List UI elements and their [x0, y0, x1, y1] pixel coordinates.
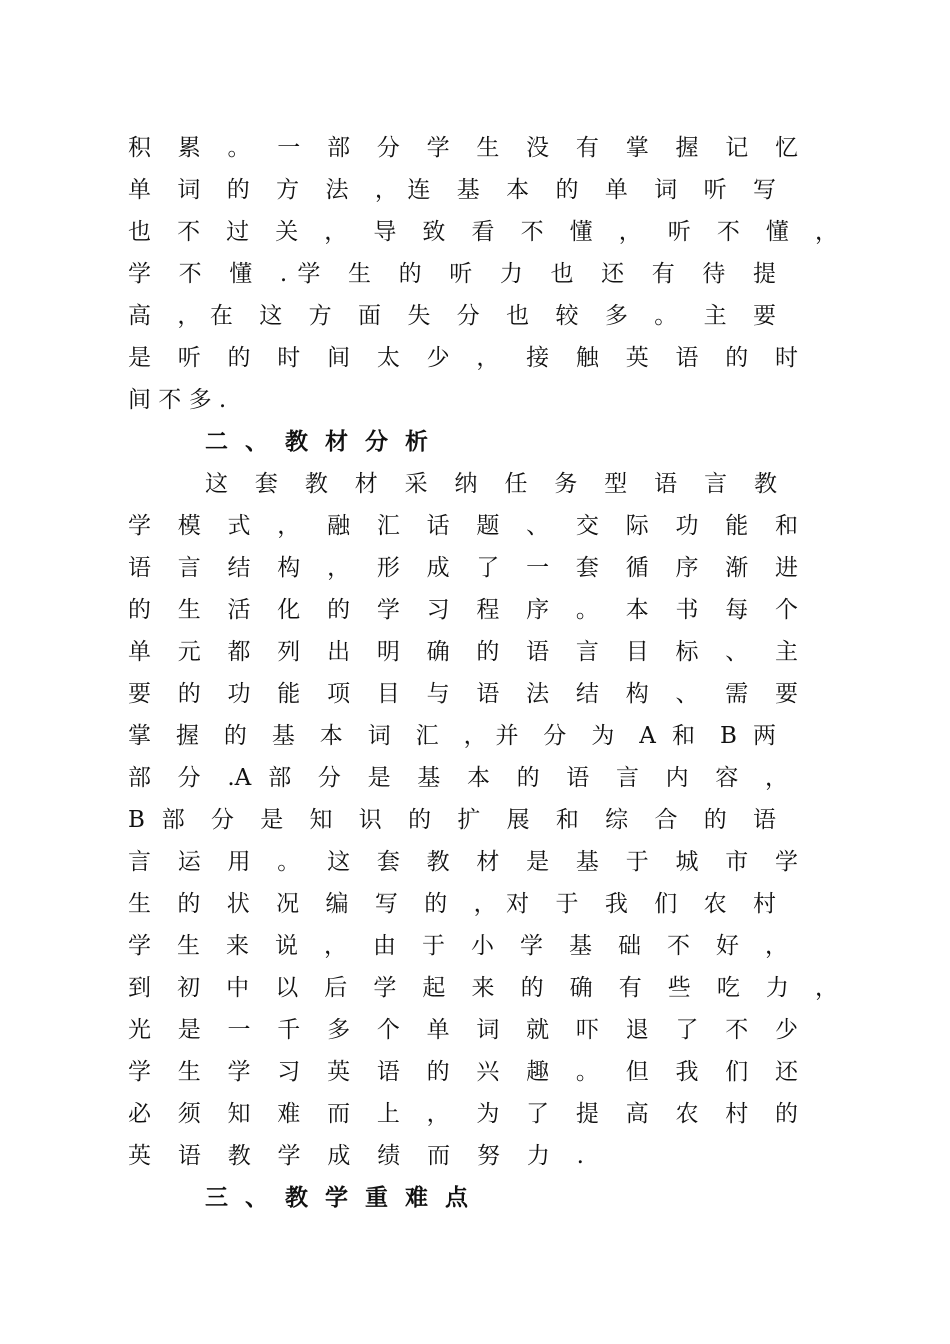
- text-line: 积 累 。 一 部 分 学 生 没 有 掌 握 记 忆: [128, 135, 798, 161]
- text-line: 高 ，在 这 方 面 失 分 也 较 多 。 主 要: [128, 303, 776, 329]
- text-line: 到 初 中 以 后 学 起 来 的 确 有 些 吃 力 ，: [128, 975, 838, 1001]
- text-line: 学 不 懂 .学 生 的 听 力 也 还 有 待 提: [128, 261, 776, 287]
- text-line: 学 生 学 习 英 语 的 兴 趣 。 但 我 们 还: [128, 1059, 798, 1085]
- text-line: 光 是 一 千 多 个 单 词 就 吓 退 了 不 少: [128, 1017, 798, 1043]
- text-line: 语 言 结 构 ， 形 成 了 一 套 循 序 渐 进: [128, 555, 798, 581]
- text-line: 间 不 多 .: [128, 387, 227, 413]
- text-line: 言 运 用 。 这 套 教 材 是 基 于 城 市 学: [128, 849, 798, 875]
- section-heading: 二、教材分析: [205, 428, 445, 455]
- text-line: 这 套 教 材 采 纳 任 务 型 语 言 教: [205, 471, 777, 497]
- text-line: 学 模 式 ， 融 汇 话 题 、 交 际 功 能 和: [128, 513, 798, 539]
- text-line: 部 分 .A 部 分 是 基 本 的 语 言 内 容 ，: [128, 765, 788, 791]
- text-line: 必 须 知 难 而 上 ， 为 了 提 高 农 村 的: [128, 1101, 798, 1127]
- text-line: 生 的 状 况 编 写 的 ，对 于 我 们 农 村: [128, 891, 776, 917]
- text-line: 的 生 活 化 的 学 习 程 序 。 本 书 每 个: [128, 597, 798, 623]
- text-line: 单 元 都 列 出 明 确 的 语 言 目 标 、 主: [128, 639, 798, 665]
- text-line: 是 听 的 时 间 太 少 ， 接 触 英 语 的 时: [128, 345, 798, 371]
- text-line: 单 词 的 方 法 ，连 基 本 的 单 词 听 写: [128, 177, 776, 203]
- section-heading: 三、教学重难点: [205, 1184, 485, 1211]
- text-line: B 部 分 是 知 识 的 扩 展 和 综 合 的 语: [128, 807, 776, 833]
- text-line: 学 生 来 说 ， 由 于 小 学 基 础 不 好 ，: [128, 933, 788, 959]
- text-line: 掌 握 的 基 本 词 汇 ，并 分 为 A 和 B 两: [128, 723, 776, 749]
- text-line: 也 不 过 关 ， 导 致 看 不 懂 ， 听 不 懂 ，: [128, 219, 838, 245]
- text-line: 要 的 功 能 项 目 与 语 法 结 构 、 需 要: [128, 681, 798, 707]
- text-line: 英 语 教 学 成 绩 而 努 力 .: [128, 1143, 584, 1169]
